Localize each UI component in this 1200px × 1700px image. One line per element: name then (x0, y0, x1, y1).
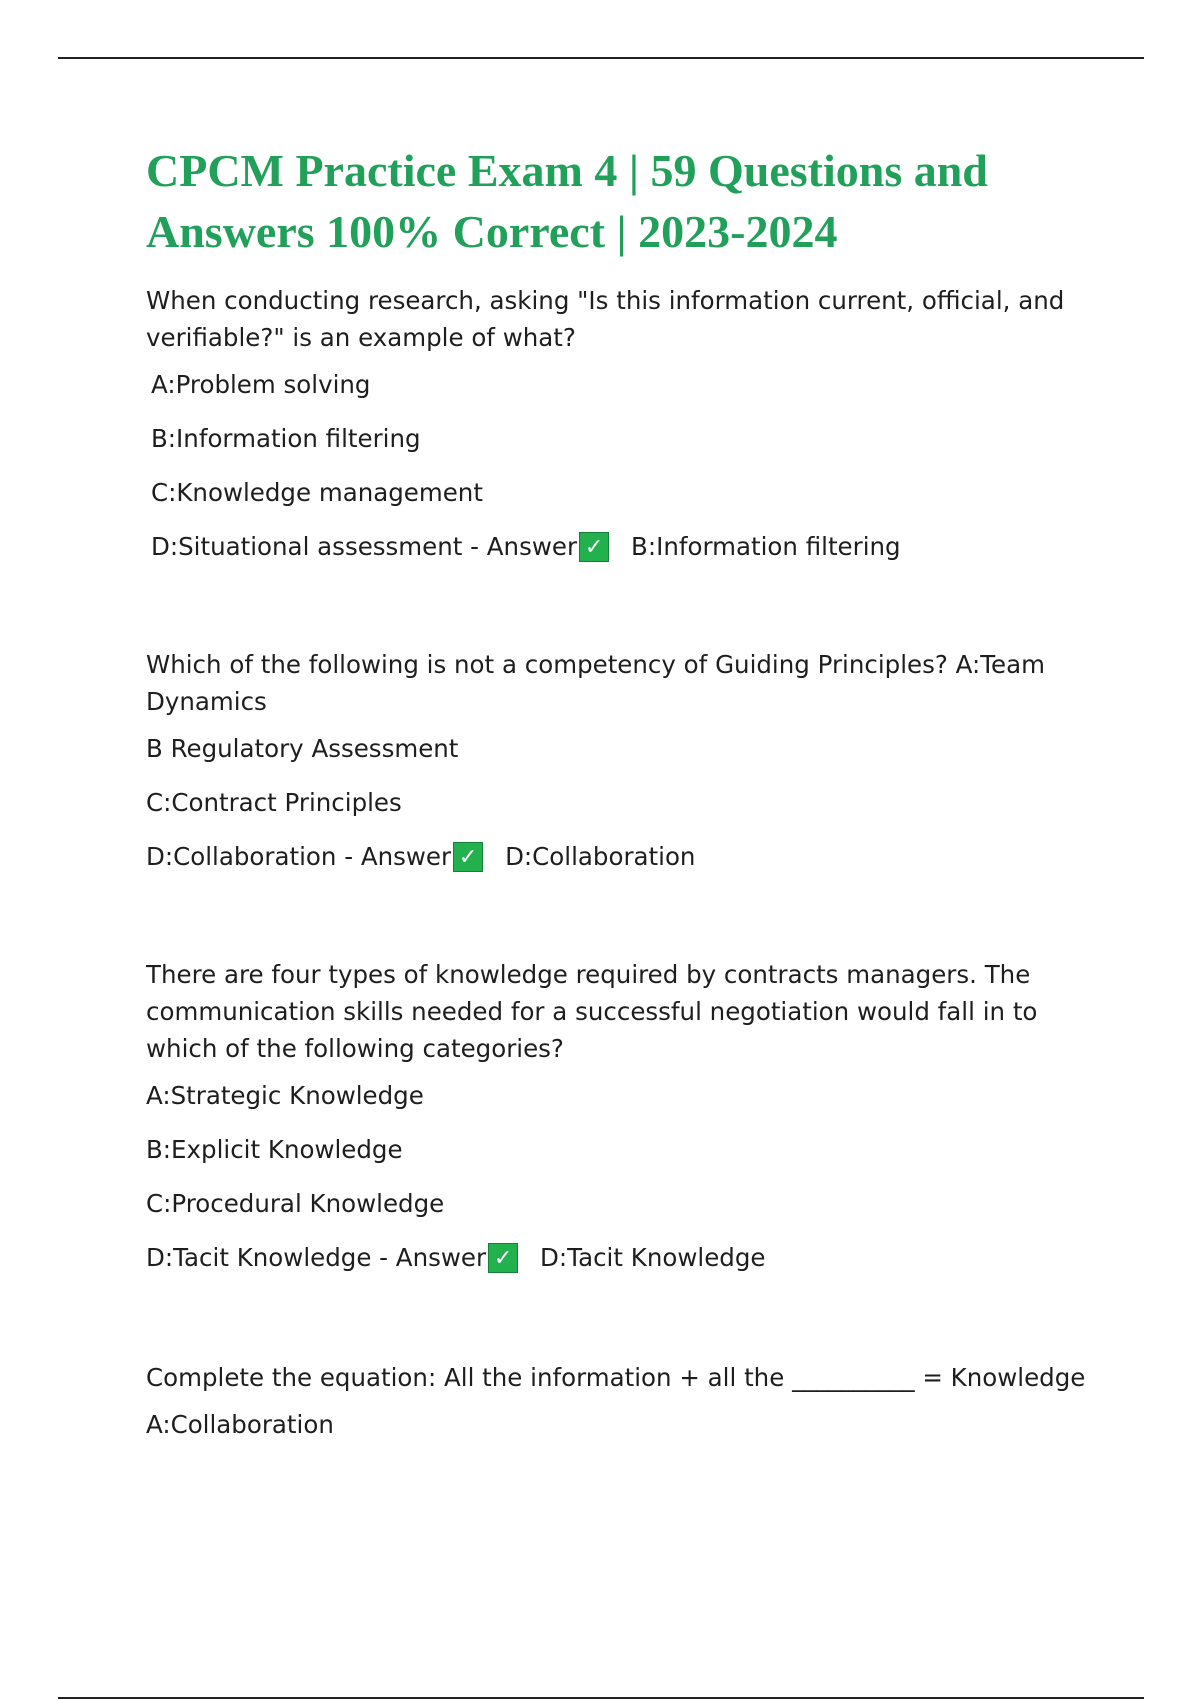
last-option: D:Collaboration - Answer (146, 842, 452, 871)
option: A:Collaboration (146, 1410, 334, 1439)
option: C:Contract Principles (146, 788, 402, 817)
correct-answer: B:Information filtering (631, 532, 901, 561)
option: C:Procedural Knowledge (146, 1189, 445, 1218)
question-3 (146, 956, 1106, 1273)
question-4 (146, 1359, 1106, 1440)
last-option: D:Tacit Knowledge - Answer (146, 1243, 487, 1272)
option: A:Strategic Knowledge (146, 1081, 424, 1110)
option: A:Problem solving (151, 370, 371, 399)
answer-line (146, 1243, 1106, 1273)
header-rule (58, 57, 1144, 59)
answer-line (146, 532, 1106, 562)
question-text: There are four types of knowledge required by contracts managers. The communication skills needed for a successful negotiation would fall in to which of the following categories? (146, 960, 1038, 1063)
option: C:Knowledge management (151, 478, 483, 507)
option: B:Information filtering (151, 424, 421, 453)
check-mark-icon: ✓ (488, 1243, 518, 1273)
question-text: When conducting research, asking "Is this information current, official, and verifiable?" is an example of what? (146, 286, 1065, 352)
last-option: D:Situational assessment - Answer (151, 532, 578, 561)
answer-line (146, 842, 1106, 872)
document-title: CPCM Practice Exam 4 | 59 Questions and Answers 100% Correct | 2023-2024 (146, 145, 988, 257)
check-mark-icon: ✓ (579, 532, 609, 562)
option: B Regulatory Assessment (146, 734, 459, 763)
question-text: Which of the following is not a competency of Guiding Principles? A:Team Dynamics (146, 650, 1045, 716)
document-body (146, 140, 1106, 1464)
footer-rule (58, 1697, 1144, 1699)
question-text: Complete the equation: All the information + all the __________ = Knowledge (146, 1363, 1086, 1392)
correct-answer: D:Collaboration (505, 842, 696, 871)
check-mark-icon: ✓ (453, 842, 483, 872)
question-2 (146, 646, 1106, 872)
correct-answer: D:Tacit Knowledge (540, 1243, 766, 1272)
question-1 (146, 282, 1106, 562)
option: B:Explicit Knowledge (146, 1135, 403, 1164)
